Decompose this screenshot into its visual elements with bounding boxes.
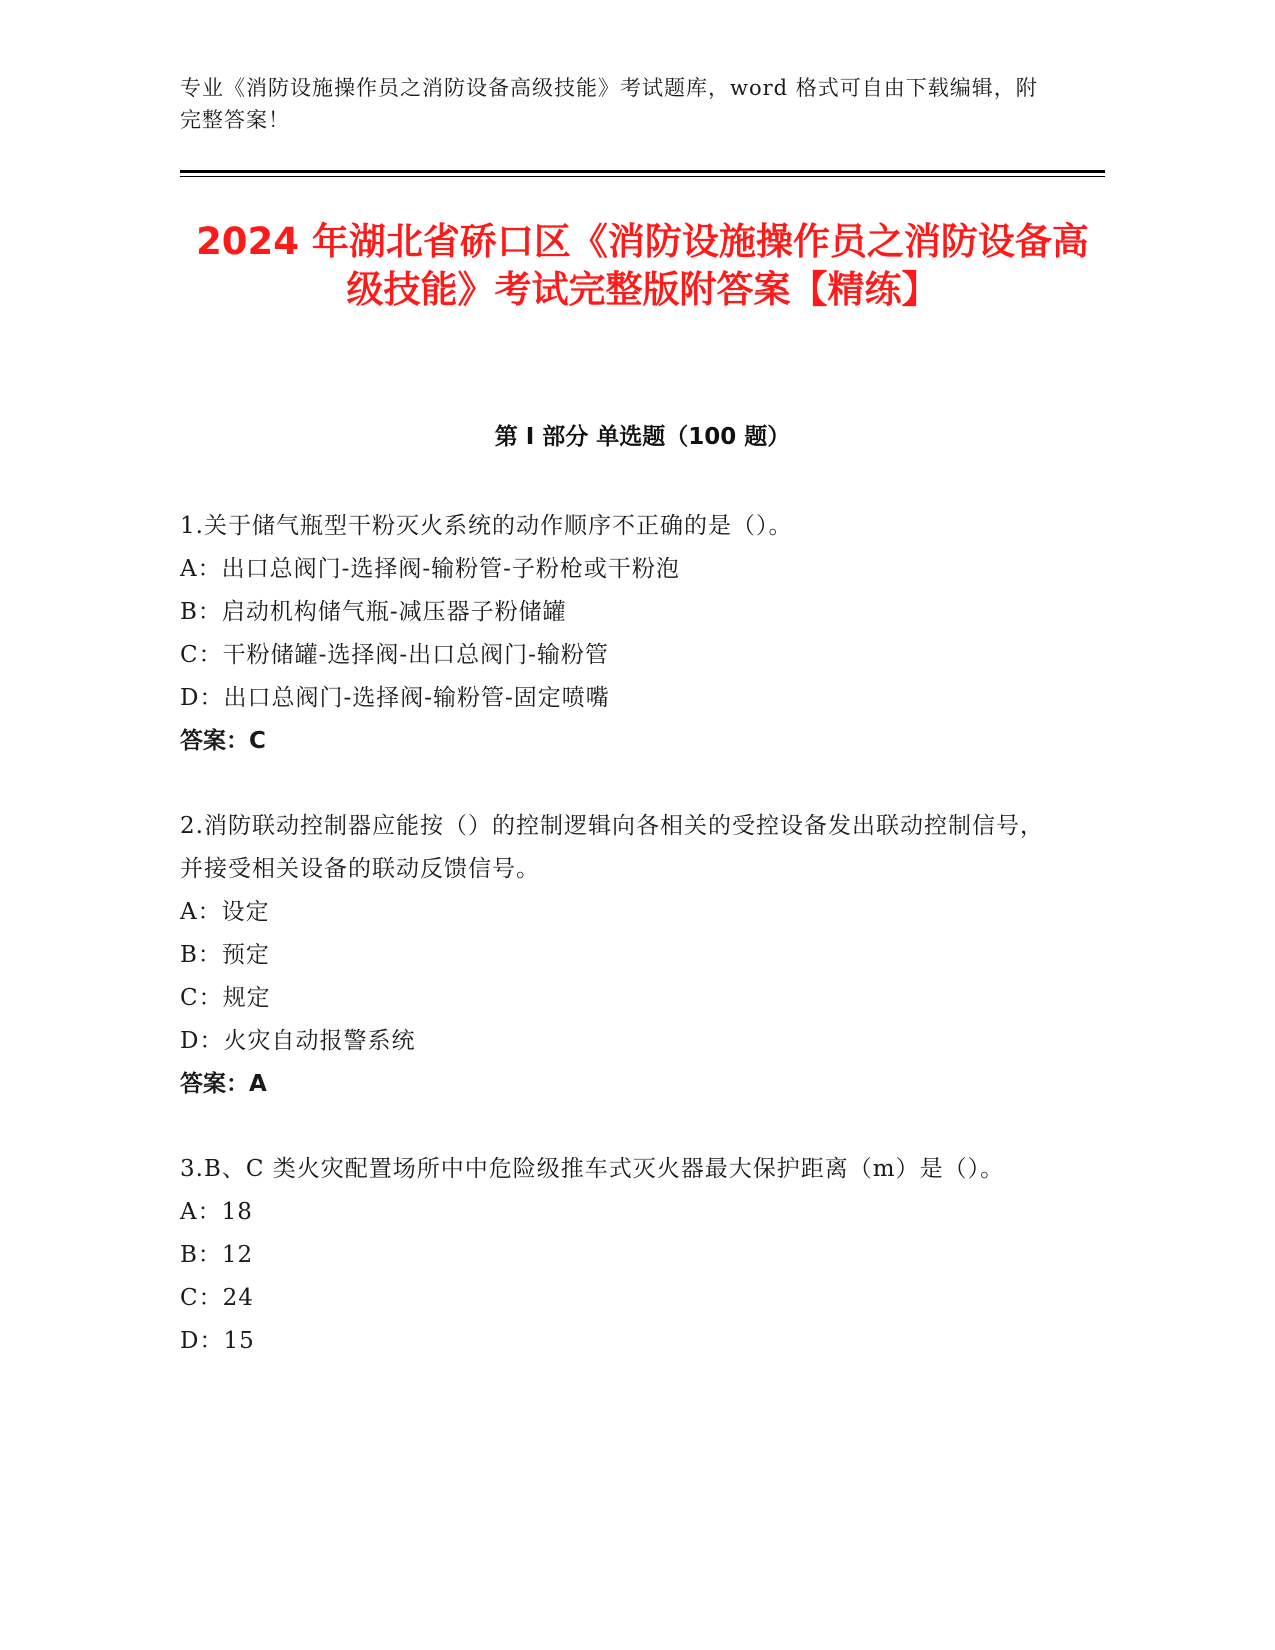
question-2 — [180, 805, 1050, 1106]
option-c: C：24 — [180, 1285, 254, 1311]
answer-line: 答案：A — [180, 1071, 267, 1097]
document-title: 2024 年湖北省硚口区《消防设施操作员之消防设备高级技能》考试完整版附答案【精练】 — [196, 220, 1089, 311]
header-rule-thin — [180, 176, 1105, 177]
option-c: C：规定 — [180, 985, 271, 1011]
option-d: D：出口总阀门-选择阀-输粉管-固定喷嘴 — [180, 685, 610, 711]
option-d: D：火灾自动报警系统 — [180, 1028, 416, 1054]
option-a: A：18 — [180, 1199, 253, 1225]
question-1 — [180, 505, 1050, 763]
option-a: A：出口总阀门-选择阀-输粉管-子粉枪或干粉泡 — [180, 556, 680, 582]
option-c: C：干粉储罐-选择阀-出口总阀门-输粉管 — [180, 642, 609, 668]
header-rule-thick — [180, 170, 1105, 173]
option-d: D：15 — [180, 1328, 255, 1354]
option-a: A：设定 — [180, 899, 270, 925]
option-b: B：12 — [180, 1242, 254, 1268]
answer-line: 答案：C — [180, 728, 266, 754]
question-3 — [180, 1148, 1050, 1363]
option-b: B：启动机构储气瓶-减压器子粉储罐 — [180, 599, 567, 625]
section-heading: 第 I 部分 单选题（100 题） — [494, 424, 791, 450]
header-note: 专业《消防设施操作员之消防设备高级技能》考试题库，word 格式可自由下载编辑，附完整答案！ — [180, 76, 1038, 132]
question-stem: 2.消防联动控制器应能按（）的控制逻辑向各相关的受控设备发出联动控制信号，并接受相关设备的联动反馈信号。 — [180, 813, 1044, 882]
option-b: B：预定 — [180, 942, 270, 968]
question-stem: 3.B、C 类火灾配置场所中中危险级推车式灭火器最大保护距离（m）是（）。 — [180, 1156, 1005, 1182]
question-stem: 1.关于储气瓶型干粉灭火系统的动作顺序不正确的是（）。 — [180, 513, 793, 539]
question-list — [180, 505, 1050, 1405]
